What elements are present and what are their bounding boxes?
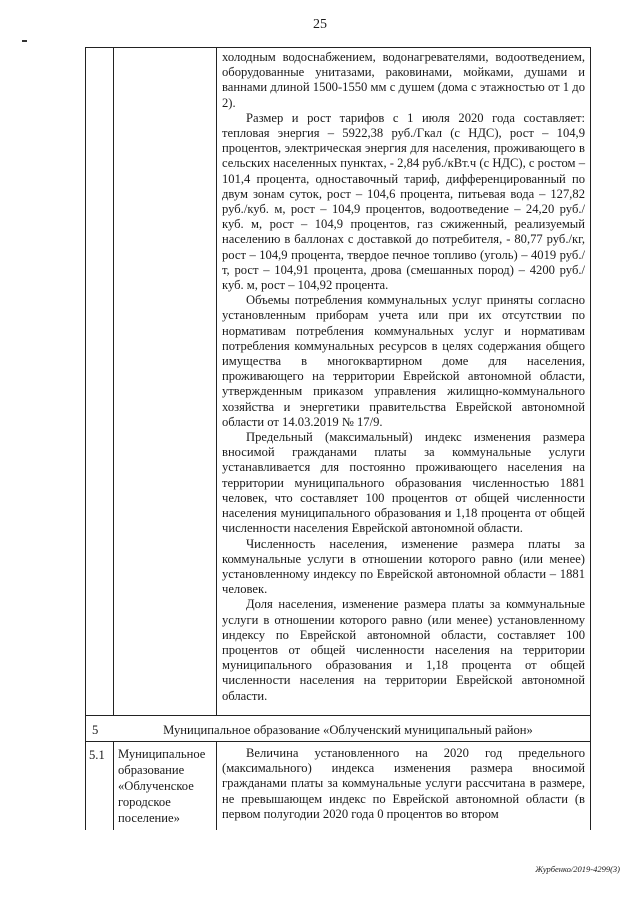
paragraph-consumption-volumes: Объемы потребления коммунальных услуг приняты согласно установленным приборам учета или при их отсутствии по нормативам потребления коммунальных услуг и нормативам потребления коммунальных ресурсов в целях содержания общего имущества в многоквартирном доме для населения, проживающего на территории Еврейской автономной области, утвержденным приказом управления жилищно-коммунального хозяйства и энергетики правительства Еврейской автономной области от 14.03.2019 № 17/9. xyxy=(222,293,585,429)
page-number: 25 xyxy=(313,17,327,32)
table-border-top xyxy=(85,47,591,48)
continued-text-cell xyxy=(222,50,585,704)
paragraph-population-count: Численность населения, изменение размера платы за коммунальные услуги в отношении которого равно (или менее) установленному индексу по Еврейской автономной области – 1881 человек. xyxy=(222,536,585,597)
row-5-1-paragraph: Величина установленного на 2020 год предельного (максимального) индекса изменения размера вносимой гражданами платы за коммунальные услуги рассчитана в размере, не превышающем индекс по Еврейской автономной области (в первом полугодии 2020 года 0 процентов во втором xyxy=(222,746,585,821)
table-row-divider-5-1 xyxy=(85,741,591,742)
document-footer-code: Журбенко/2019-4299(3) xyxy=(535,864,620,874)
row-5-1-text xyxy=(222,746,585,822)
document-table xyxy=(85,47,591,830)
paragraph-housing-description: холодным водоснабжением, водонагревателями, водоотведением, оборудованные унитазами, раковинами, мойками, душами и ваннами длиной 1500-1550 мм с душем (дома с этажностью от 1 до 2). xyxy=(222,50,585,110)
paragraph-max-index: Предельный (максимальный) индекс изменения размера вносимой гражданами платы за коммунальные услуги устанавливается для постоянно проживающего населения на территории муниципального образования численностью 1881 человек, что составляет 100 процентов от общей численности населения муниципального образования и 1,18 процента от общей численности населения Еврейской автономной области. xyxy=(222,430,585,536)
table-border-left xyxy=(85,47,86,830)
scan-artifact-mark xyxy=(22,40,27,42)
table-border-col1 xyxy=(113,47,114,715)
paragraph-tariffs: Размер и рост тарифов с 1 июля 2020 года составляет: тепловая энергия – 5922,38 руб./Гкал (с НДС), рост – 104,9 процентов, электрическая энергия для населения, проживающего в сельских населенных пунктах, - 2,84 руб./кВт.ч (с НДС), с ростом – 101,4 процента, одноставочный тариф, дифференцированный по двум зонам суток, рост – 104,6 процента, питьевая вода – 127,82 руб./куб. м, рост – 104,9 процентов, водоотведение – 24,20 руб./куб. м, рост – 104,9 процентов, газ сжиженный, реализуемый населению в баллонах с доставкой до потребителя, - 80,77 руб./кг, рост – 104,9 процента, твердое печное топливо (уголь) – 4019 руб./т, рост – 104,91 процента, дрова (смешанных пород) – 4200 руб./куб. м, рост – 104,92 процента. xyxy=(222,110,585,293)
table-row-divider-5 xyxy=(85,715,591,716)
row-5-1-municipality: Муниципальное образование «Облученское городское поселение» xyxy=(118,747,206,825)
row-5-title: Муниципальное образование «Облученский муниципальный район» xyxy=(163,723,533,737)
table-border-col2 xyxy=(216,47,217,715)
table-border-col1-lower xyxy=(113,741,114,830)
paragraph-population-share: Доля населения, изменение размера платы за коммунальные услуги в отношении которого равно (или менее) установленному индексу по Еврейской автономной области, составляет 100 процентов от общей численности населения на территории муниципального образования и 1,18 процента от общей численности населения на территории Еврейской автономной области. xyxy=(222,597,585,703)
row-5-1-number: 5.1 xyxy=(89,748,105,762)
row-5-number: 5 xyxy=(92,723,99,737)
table-border-right xyxy=(590,47,591,830)
table-border-col2-lower xyxy=(216,741,217,830)
